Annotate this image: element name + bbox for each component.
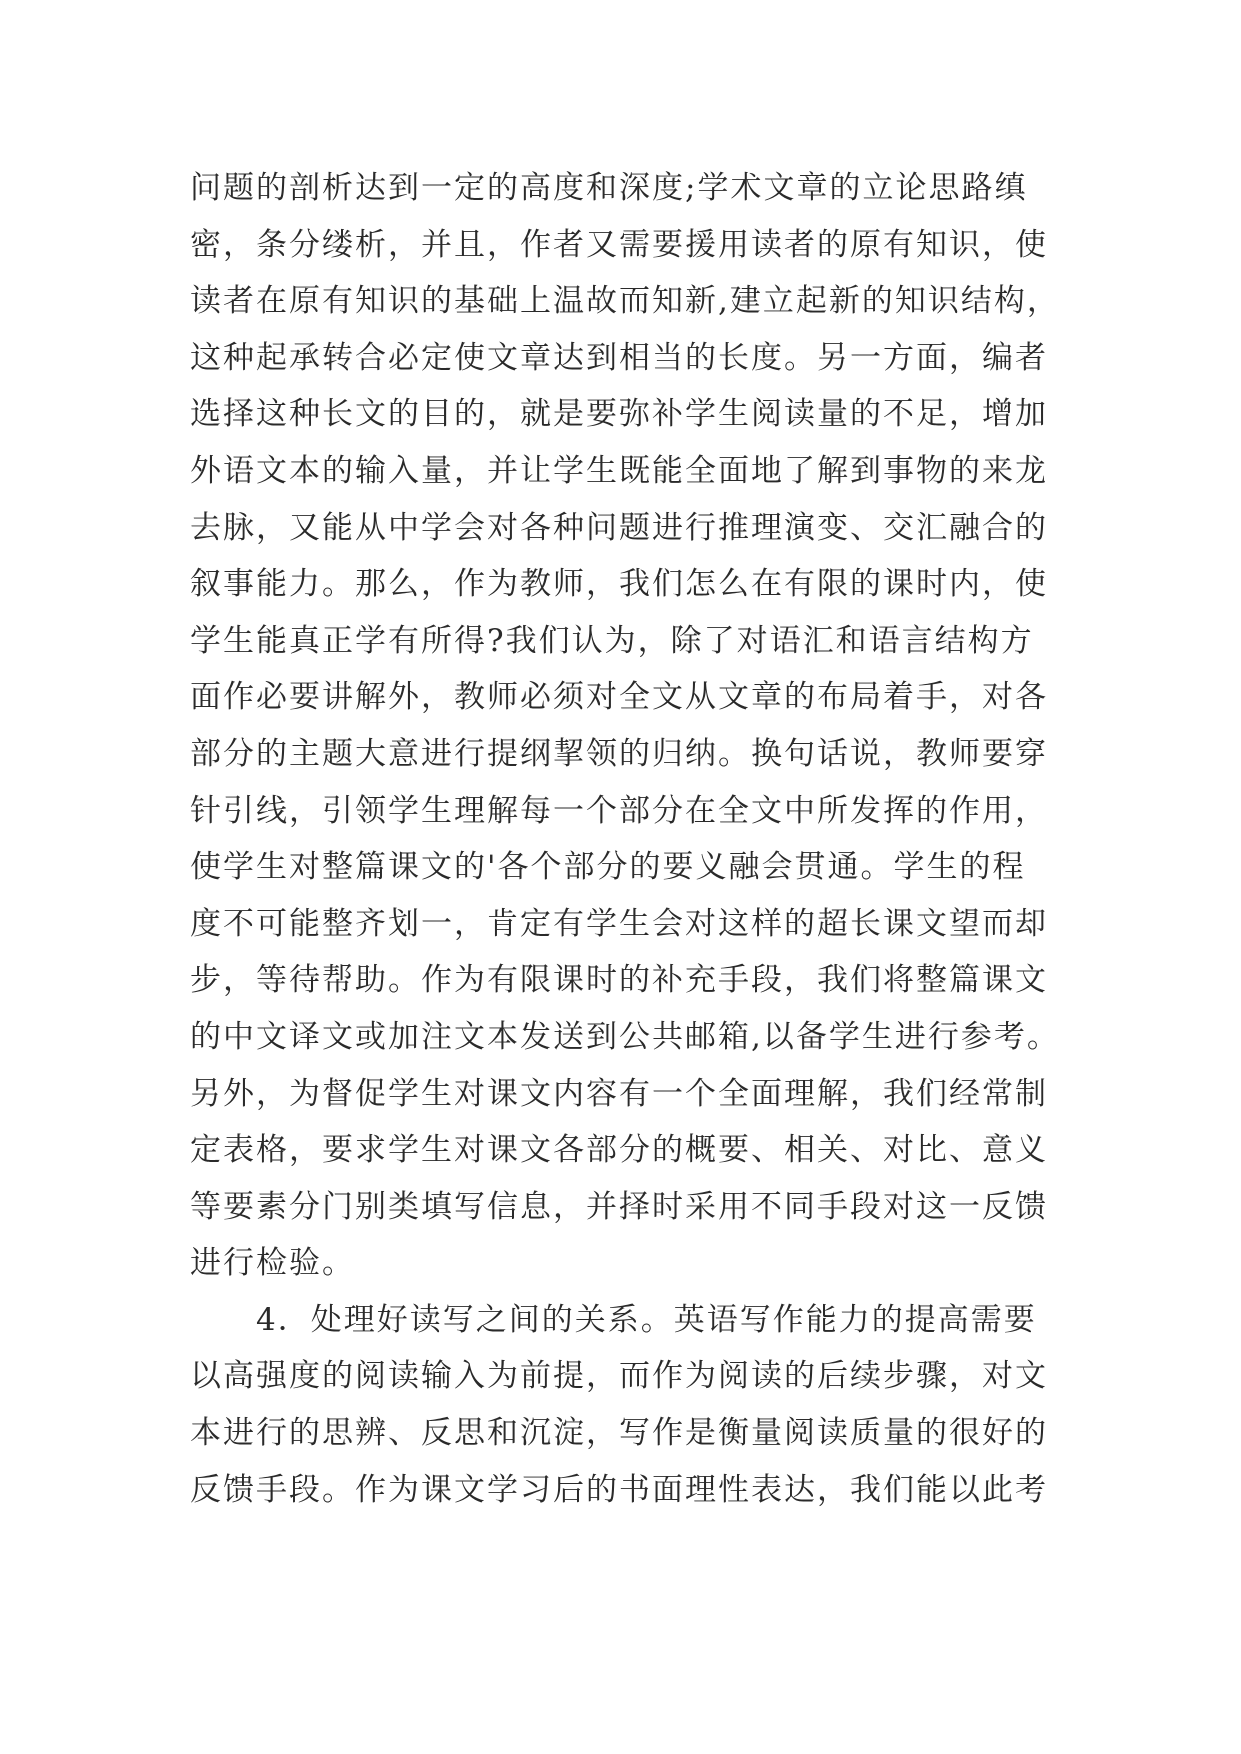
- text-line: 使学生对整篇课文的'各个部分的要义融会贯通。学生的程: [190, 849, 1026, 886]
- text-line: 反馈手段。作为课文学习后的书面理性表达，我们能以此考: [190, 1471, 1048, 1508]
- body-text: [190, 160, 1090, 1518]
- text-line: 读者在原有知识的基础上温故而知新,建立起新的知识结构，: [190, 283, 1060, 320]
- text-line: 进行检验。: [190, 1245, 355, 1282]
- text-line: 问题的剖析达到一定的高度和深度;学术文章的立论思路缜: [190, 170, 1028, 206]
- text-line: 选择这种长文的目的，就是要弥补学生阅读量的不足，增加: [190, 396, 1048, 433]
- text-line: 等要素分门别类填写信息，并择时采用不同手段对这一反馈: [190, 1188, 1048, 1225]
- text-line: 另外，为督促学生对课文内容有一个全面理解，我们经常制: [190, 1075, 1048, 1112]
- text-line: 去脉，又能从中学会对各种问题进行推理演变、交汇融合的: [190, 509, 1048, 546]
- text-line: 叙事能力。那么，作为教师，我们怎么在有限的课时内，使: [190, 566, 1048, 603]
- text-line: 4．处理好读写之间的关系。英语写作能力的提高需要: [190, 1301, 1037, 1338]
- text-line: 步，等待帮助。作为有限课时的补充手段，我们将整篇课文: [190, 962, 1048, 999]
- text-line: 这种起承转合必定使文章达到相当的长度。另一方面，编者: [190, 339, 1048, 376]
- text-line: 以高强度的阅读输入为前提，而作为阅读的后续步骤，对文: [190, 1358, 1048, 1395]
- text-line: 部分的主题大意进行提纲挈领的归纳。换句话说，教师要穿: [190, 735, 1048, 772]
- text-line: 学生能真正学有所得?我们认为，除了对语汇和语言结构方: [190, 622, 1034, 659]
- text-line: 密，条分缕析，并且，作者又需要援用读者的原有知识，使: [190, 226, 1048, 263]
- text-line: 外语文本的输入量，并让学生既能全面地了解到事物的来龙: [190, 452, 1048, 489]
- text-line: 度不可能整齐划一，肯定有学生会对这样的超长课文望而却: [190, 905, 1048, 942]
- text-line: 本进行的思辨、反思和沉淀，写作是衡量阅读质量的很好的: [190, 1415, 1048, 1452]
- text-line: 面作必要讲解外，教师必须对全文从文章的布局着手，对各: [190, 679, 1048, 716]
- text-line: 针引线，引领学生理解每一个部分在全文中所发挥的作用，: [190, 792, 1048, 829]
- text-line: 的中文译文或加注文本发送到公共邮箱,以备学生进行参考。: [190, 1018, 1060, 1055]
- text-line: 定表格，要求学生对课文各部分的概要、相关、对比、意义: [190, 1132, 1048, 1169]
